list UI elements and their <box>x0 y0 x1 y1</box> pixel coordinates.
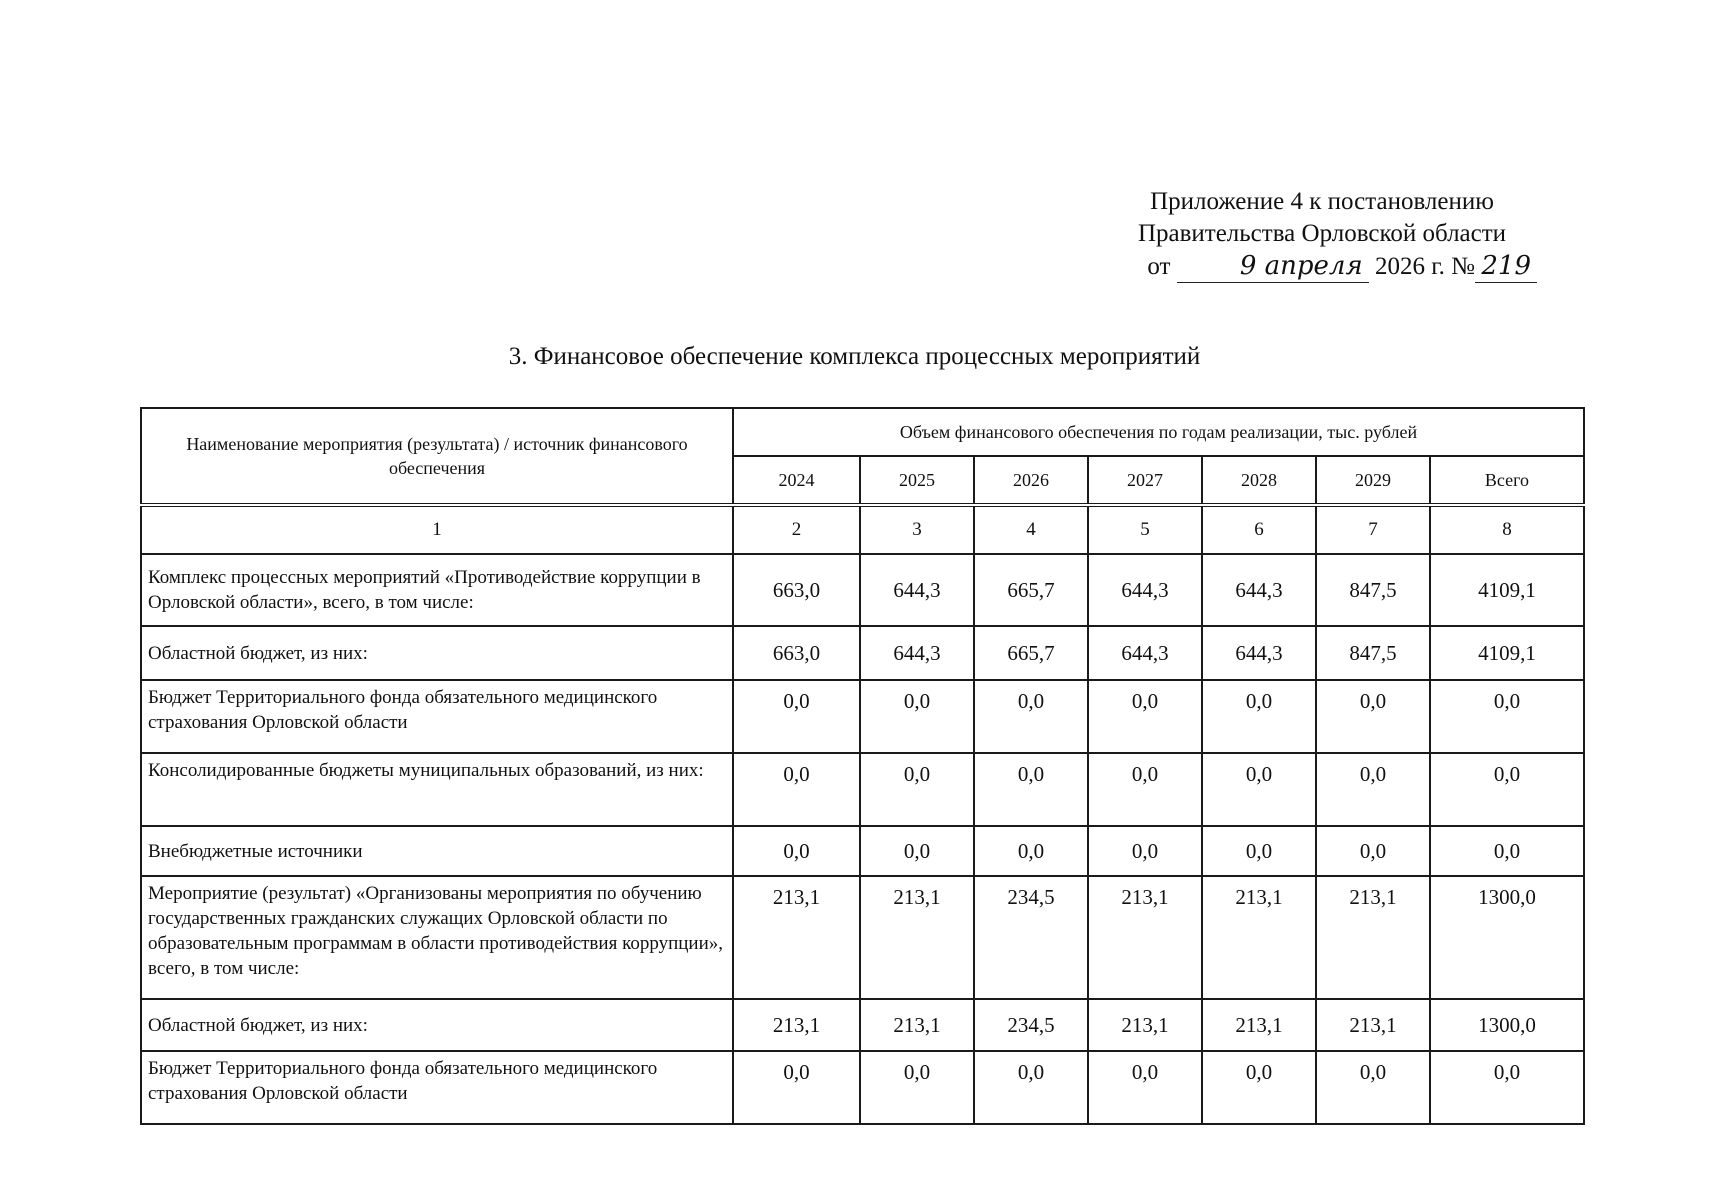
row-value: 0,0 <box>860 1051 974 1124</box>
total-header: Всего <box>1430 456 1584 505</box>
year-header: 2024 <box>733 456 860 505</box>
column-number-row <box>141 505 1584 554</box>
table-row <box>141 680 1584 753</box>
column-number: 7 <box>1316 505 1430 554</box>
table-row <box>141 753 1584 826</box>
appendix-line1: Приложение 4 к постановлению <box>1150 188 1494 215</box>
row-value: 213,1 <box>1316 876 1430 999</box>
year-header: 2027 <box>1088 456 1202 505</box>
column-number: 6 <box>1202 505 1316 554</box>
volume-header: Объем финансового обеспечения по годам реализации, тыс. рублей <box>733 408 1584 456</box>
row-value: 0,0 <box>733 826 860 876</box>
row-name: Мероприятие (результат) «Организованы мероприятия по обучению государственных гражданских служащих Орловской области по образовательным программам в области противодействия коррупции», всего, в том числе: <box>141 876 733 999</box>
row-value: 0,0 <box>1088 680 1202 753</box>
row-value: 0,0 <box>1088 753 1202 826</box>
table-row <box>141 554 1584 626</box>
table-row <box>141 999 1584 1051</box>
row-name: Бюджет Территориального фонда обязательного медицинского страхования Орловской области <box>141 680 733 753</box>
row-total: 4109,1 <box>1430 554 1584 626</box>
financing-table <box>140 407 1585 1125</box>
row-total: 0,0 <box>1430 753 1584 826</box>
column-number: 8 <box>1430 505 1584 554</box>
row-total: 4109,1 <box>1430 626 1584 680</box>
row-value: 644,3 <box>1202 626 1316 680</box>
year-label: 2026 г. № <box>1374 253 1475 280</box>
row-value: 663,0 <box>733 626 860 680</box>
row-value: 847,5 <box>1316 626 1430 680</box>
name-column-header: Наименование мероприятия (результата) / источник финансового обеспечения <box>141 408 733 505</box>
year-header: 2026 <box>974 456 1088 505</box>
row-value: 213,1 <box>1088 999 1202 1051</box>
column-number: 2 <box>733 505 860 554</box>
row-value: 644,3 <box>1202 554 1316 626</box>
row-name: Бюджет Территориального фонда обязательного медицинского страхования Орловской области <box>141 1051 733 1124</box>
from-label: от <box>1147 253 1171 280</box>
row-value: 644,3 <box>1088 554 1202 626</box>
year-header: 2028 <box>1202 456 1316 505</box>
row-value: 0,0 <box>1088 826 1202 876</box>
row-value: 0,0 <box>974 826 1088 876</box>
handwritten-date: 9 апреля <box>1177 250 1369 283</box>
row-value: 0,0 <box>1088 1051 1202 1124</box>
row-value: 0,0 <box>1316 1051 1430 1124</box>
row-value: 0,0 <box>974 753 1088 826</box>
row-value: 234,5 <box>974 876 1088 999</box>
row-value: 847,5 <box>1316 554 1430 626</box>
row-value: 0,0 <box>1316 680 1430 753</box>
row-value: 213,1 <box>1316 999 1430 1051</box>
row-total: 1300,0 <box>1430 876 1584 999</box>
row-value: 663,0 <box>733 554 860 626</box>
row-value: 0,0 <box>860 826 974 876</box>
row-value: 0,0 <box>1202 826 1316 876</box>
column-number: 3 <box>860 505 974 554</box>
row-value: 0,0 <box>1316 826 1430 876</box>
row-total: 1300,0 <box>1430 999 1584 1051</box>
row-value: 644,3 <box>1088 626 1202 680</box>
row-value: 213,1 <box>1202 876 1316 999</box>
row-value: 213,1 <box>860 999 974 1051</box>
row-value: 665,7 <box>974 554 1088 626</box>
column-number: 5 <box>1088 505 1202 554</box>
row-value: 234,5 <box>974 999 1088 1051</box>
row-name: Комплекс процессных мероприятий «Противодействие коррупции в Орловской области», всего, в том числе: <box>141 554 733 626</box>
row-value: 213,1 <box>860 876 974 999</box>
table-row <box>141 626 1584 680</box>
row-name: Областной бюджет, из них: <box>141 626 733 680</box>
row-value: 665,7 <box>974 626 1088 680</box>
row-total: 0,0 <box>1430 826 1584 876</box>
column-number: 4 <box>974 505 1088 554</box>
handwritten-number: 219 <box>1475 250 1537 283</box>
row-value: 0,0 <box>860 680 974 753</box>
row-value: 0,0 <box>1202 1051 1316 1124</box>
row-value: 213,1 <box>733 876 860 999</box>
row-total: 0,0 <box>1430 1051 1584 1124</box>
row-value: 0,0 <box>733 753 860 826</box>
column-number: 1 <box>141 505 733 554</box>
row-value: 0,0 <box>974 680 1088 753</box>
row-name: Внебюджетные источники <box>141 826 733 876</box>
row-total: 0,0 <box>1430 680 1584 753</box>
row-name: Областной бюджет, из них: <box>141 999 733 1051</box>
year-header: 2029 <box>1316 456 1430 505</box>
row-value: 0,0 <box>860 753 974 826</box>
row-value: 0,0 <box>733 680 860 753</box>
row-value: 644,3 <box>860 626 974 680</box>
row-value: 0,0 <box>1316 753 1430 826</box>
section-title: 3. Финансовое обеспечение комплекса процессных мероприятий <box>508 343 1201 370</box>
appendix-line2: Правительства Орловской области <box>1137 220 1507 247</box>
row-value: 213,1 <box>1202 999 1316 1051</box>
row-value: 644,3 <box>860 554 974 626</box>
appendix-block <box>1107 186 1537 283</box>
row-value: 0,0 <box>733 1051 860 1124</box>
row-name: Консолидированные бюджеты муниципальных образований, из них: <box>141 753 733 826</box>
table-row <box>141 1051 1584 1124</box>
row-value: 0,0 <box>1202 680 1316 753</box>
row-value: 213,1 <box>1088 876 1202 999</box>
year-header: 2025 <box>860 456 974 505</box>
table-row <box>141 826 1584 876</box>
row-value: 213,1 <box>733 999 860 1051</box>
row-value: 0,0 <box>974 1051 1088 1124</box>
table-row <box>141 876 1584 999</box>
appendix-line3 <box>1107 250 1537 283</box>
row-value: 0,0 <box>1202 753 1316 826</box>
